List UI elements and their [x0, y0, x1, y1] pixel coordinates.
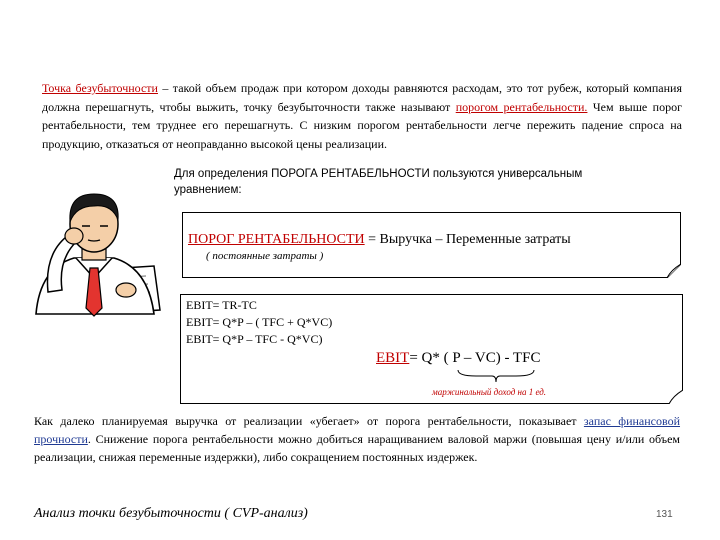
thinking-man-clipart [14, 182, 174, 317]
underbrace-icon [456, 368, 536, 384]
intro-text-2: Чем выше порог рентабельности, тем труднее его перешагнуть. С низким порогом рентабельности легче пережить падение спроса на продукцию, отказаться от неоправданно высокой цены реализации. [42, 99, 683, 151]
intro-text-1: – такой объем продаж при котором доходы равняются расходам, это тот рубеж, который компания должна перешагнуть, чтобы выжить, точку безубыточности также называют [42, 81, 682, 114]
bottom-text-1: Как далеко планируемая выручка от реализации «убегает» от порога рентабельности, показывает [34, 414, 584, 428]
slide-footer-title: Анализ точки безубыточности ( CVP-анализ) [34, 506, 308, 521]
term-breakeven: Точка безубыточности [42, 81, 158, 95]
term-safety-margin: запас финансовой прочности [34, 414, 681, 446]
threshold-term: ПОРОГ РЕНТАБЕЛЬНОСТИ [188, 232, 365, 247]
subheading: Для определения ПОРОГА РЕНТАБЕЛЬНОСТИ пользуются универсальным уравнением: [174, 168, 583, 196]
page-fold-icon [667, 264, 681, 278]
ebit-final-rest: = Q* ( P – VC) - TFC [409, 350, 541, 366]
safety-margin-paragraph [34, 412, 680, 466]
term-profit-threshold: порогом рентабельности. [455, 99, 588, 114]
page-fold-icon [669, 390, 683, 404]
marginal-income-note: маржинальный доход на 1 ед. [432, 387, 547, 397]
threshold-formula [188, 232, 571, 248]
bottom-text-2: . Снижение порога рентабельности можно добиться наращиванием валовой маржи (повышая цену и/или объем реализации, снижая переменные издержки), либо сокращением постоянных издержек. [34, 432, 680, 464]
page-number: 131 [656, 509, 673, 520]
ebit-final-formula [376, 350, 540, 367]
ebit-line-3: EBIT= Q*P – TFC - Q*VC) [186, 332, 323, 346]
ebit-line-2: EBIT= Q*P – ( TFC + Q*VC) [186, 315, 333, 329]
intro-paragraph [42, 79, 682, 153]
threshold-formula-rest: = Выручка – Переменные затраты [364, 232, 571, 247]
ebit-final-label: EBIT [376, 350, 410, 366]
ebit-line-1: EBIT= TR-TC [186, 298, 257, 312]
fixed-costs-denominator: ( постоянные затраты ) [206, 250, 324, 262]
